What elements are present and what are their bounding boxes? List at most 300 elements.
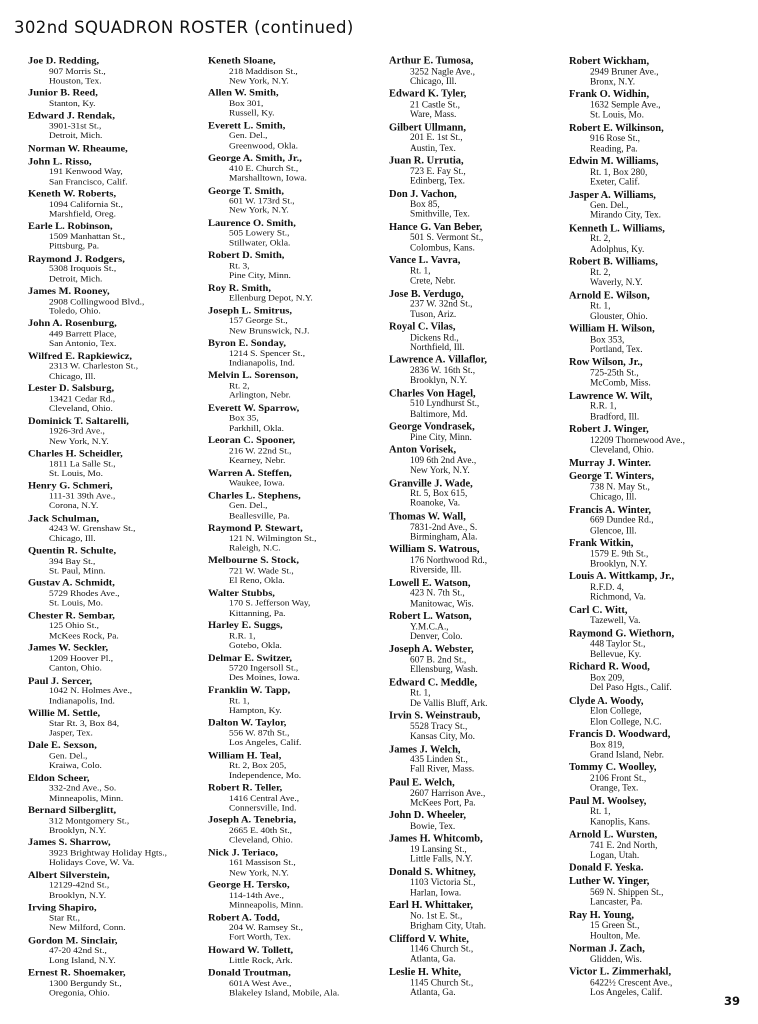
address-line: 1811 La Salle St., xyxy=(49,459,116,470)
member-name: Raymond J. Rodgers, xyxy=(28,253,125,265)
roster-entry xyxy=(28,578,206,608)
address-line: Glencoe, Ill. xyxy=(590,526,637,536)
member-name: John A. Rosenburg, xyxy=(28,318,117,330)
address-line: Kanoplis, Kans. xyxy=(590,817,651,828)
roster-entry xyxy=(208,218,386,248)
member-name: Vance L. Vavra, xyxy=(389,255,461,267)
address-line: Pittsburg, Pa. xyxy=(49,242,100,252)
member-name: George T. Smith, xyxy=(208,185,285,197)
member-name: Ernest R. Shoemaker, xyxy=(28,967,126,979)
address-line: 3923 Brightway Holiday Hgts., xyxy=(49,849,167,859)
member-name: Joseph L. Smitrus, xyxy=(208,305,293,317)
roster-entry xyxy=(389,512,567,543)
roster-entry xyxy=(389,156,567,187)
roster-entry xyxy=(208,588,386,618)
address-line: Arlington, Nebr. xyxy=(229,391,291,401)
address-line: 1632 Semple Ave., xyxy=(590,100,661,111)
address-line: Bronx, N.Y. xyxy=(590,77,636,88)
roster-entry xyxy=(208,880,386,910)
address-line: 13421 Cedar Rd., xyxy=(49,394,116,405)
address-line: 121 N. Wilmington St., xyxy=(229,534,317,544)
roster-entry xyxy=(208,491,386,521)
address-line: 1214 S. Spencer St., xyxy=(229,349,306,359)
address-line: Tazewell, Va. xyxy=(590,616,641,627)
member-name: Everett L. Smith, xyxy=(208,120,286,132)
roster-entry xyxy=(569,458,747,469)
address-line: 569 N. Shippen St., xyxy=(590,887,664,898)
roster-entry xyxy=(28,56,206,86)
member-name: Kenneth L. Williams, xyxy=(569,223,665,235)
member-name: Robert Wickham, xyxy=(569,56,650,67)
member-name: Nick J. Teriaco, xyxy=(208,847,278,859)
address-line: 3901-31st St., xyxy=(49,122,102,132)
member-name: Jack Schulman, xyxy=(28,513,100,524)
member-name: Dominick T. Saltarelli, xyxy=(28,416,129,427)
address-line: Minneapolis, Minn. xyxy=(49,793,124,804)
address-line: 423 N. 7th St., xyxy=(410,589,465,599)
address-line: Colombus, Kans. xyxy=(410,243,475,254)
address-line: Stillwater, Okla. xyxy=(229,238,291,249)
member-name: Joseph A. Webster, xyxy=(389,644,474,656)
member-name: Gilbert Ullmann, xyxy=(389,122,467,134)
member-name: Jose B. Verdugo, xyxy=(389,288,464,300)
member-name: Robert D. Smith, xyxy=(208,250,285,262)
address-line: 1300 Bergundy St., xyxy=(49,978,122,989)
address-line: Greenwood, Okla. xyxy=(229,141,298,152)
address-line: Box 301, xyxy=(229,99,264,109)
roster-entry xyxy=(389,644,567,675)
roster-entry xyxy=(569,223,747,254)
address-line: 19 Lansing St., xyxy=(410,845,467,855)
address-line: 5528 Tracy St., xyxy=(410,722,468,732)
roster-entry xyxy=(28,157,206,187)
member-name: Albert Silverstein, xyxy=(28,870,110,881)
address-line: Canton, Ohio. xyxy=(49,664,102,674)
roster-entry xyxy=(28,144,206,155)
member-name: Robert A. Todd, xyxy=(208,912,280,924)
roster-entry xyxy=(28,611,206,641)
roster-entry xyxy=(28,416,206,446)
roster-entry xyxy=(389,811,567,832)
roster-entry xyxy=(389,56,567,87)
address-line: R.F.D. 4, xyxy=(590,583,624,593)
roster-entry xyxy=(569,424,747,455)
member-name: Irvin S. Weinstraub, xyxy=(389,710,481,722)
address-line: 157 George St., xyxy=(229,316,288,327)
roster-entry xyxy=(569,830,747,861)
roster-column-1 xyxy=(28,56,206,1000)
member-name: Thomas W. Wall, xyxy=(389,511,466,523)
roster-entry xyxy=(208,371,386,401)
address-line: New York, N.Y. xyxy=(410,466,470,476)
member-name: Arnold L. Wursten, xyxy=(569,829,658,841)
address-line: Fall River, Mass. xyxy=(410,765,475,776)
roster-entry xyxy=(28,189,206,219)
address-line: 4243 W. Grenshaw St., xyxy=(49,524,136,534)
address-line: Del Paso Hgts., Calif. xyxy=(590,683,672,694)
member-name: Clyde A. Woody, xyxy=(569,695,644,707)
member-name: Edward K. Tyler, xyxy=(389,89,467,100)
address-line: Rt. 2, xyxy=(229,381,250,392)
member-name: Keneth Sloane, xyxy=(208,56,276,67)
member-name: Hance G. Van Beber, xyxy=(389,222,483,233)
member-name: Murray J. Winter. xyxy=(569,457,652,469)
address-line: 161 Massison St., xyxy=(229,858,296,869)
address-line: Roanoke, Va. xyxy=(410,499,461,510)
roster-entry xyxy=(28,806,206,836)
member-name: Ray H. Young, xyxy=(569,910,634,921)
member-name: Everett W. Sparrow, xyxy=(208,403,300,414)
roster-entry xyxy=(569,696,747,727)
address-line: Brooklyn, N.Y. xyxy=(49,891,107,901)
address-line: St. Louis, Mo. xyxy=(49,469,103,479)
address-line: 448 Taylor St., xyxy=(590,639,646,650)
address-line: 1094 California St., xyxy=(49,200,123,210)
member-name: Robert B. Williams, xyxy=(569,256,658,268)
address-line: Gen. Del., xyxy=(229,131,268,142)
address-line: Smithville, Tex. xyxy=(410,210,470,220)
address-line: 2908 Collingwood Blvd., xyxy=(49,297,145,307)
address-line: Bellevue, Ky. xyxy=(590,650,642,660)
address-line: New York, N.Y. xyxy=(229,76,289,87)
member-name: Harley E. Suggs, xyxy=(208,620,283,632)
member-name: Junior B. Reed, xyxy=(28,88,98,99)
address-line: 237 W. 32nd St., xyxy=(410,299,473,310)
address-line: Y.M.C.A., xyxy=(410,622,449,633)
roster-entry xyxy=(208,56,386,86)
member-name: Melvin L. Sorenson, xyxy=(208,370,299,382)
roster-entry xyxy=(569,605,747,626)
address-line: 916 Rose St., xyxy=(590,134,641,145)
address-line: 12209 Thornewood Ave., xyxy=(590,435,685,446)
roster-entry xyxy=(28,741,206,771)
address-line: New York, N.Y. xyxy=(229,206,289,216)
address-line: Connersville, Ind. xyxy=(229,803,297,814)
address-line: Atlanta, Ga. xyxy=(410,954,456,965)
address-line: 216 W. 22nd St., xyxy=(229,446,292,457)
roster-entry xyxy=(28,319,206,349)
member-name: Gordon M. Sinclair, xyxy=(28,935,118,946)
address-line: Cleveland, Ohio. xyxy=(229,836,293,846)
address-line: Ware, Mass. xyxy=(410,110,457,121)
roster-entry xyxy=(389,678,567,709)
roster-entry xyxy=(208,153,386,183)
roster-entry xyxy=(389,711,567,742)
roster-entry xyxy=(208,468,386,489)
address-line: 501 S. Vermont St., xyxy=(410,233,484,244)
roster-entry xyxy=(389,189,567,220)
address-line: Little Falls, N.Y. xyxy=(410,855,473,865)
member-name: William S. Watrous, xyxy=(389,544,480,556)
roster-entry xyxy=(28,111,206,141)
address-line: Rt. 1, xyxy=(229,696,250,706)
address-line: Raleigh, N.C. xyxy=(229,543,281,554)
address-line: 723 E. Fay St., xyxy=(410,166,466,177)
address-line: 6422½ Crescent Ave., xyxy=(590,978,673,989)
roster-entry xyxy=(569,89,747,120)
address-line: Waukee, Iowa. xyxy=(229,479,285,489)
address-line: Cleveland, Ohio. xyxy=(49,404,113,414)
member-name: Earle L. Robinson, xyxy=(28,221,113,232)
member-name: Delmar E. Switzer, xyxy=(208,653,292,664)
address-line: Brooklyn, N.Y. xyxy=(410,376,468,387)
roster-entry xyxy=(208,621,386,651)
address-line: Orange, Tex. xyxy=(590,783,639,794)
member-name: Louis A. Wittkamp, Jr., xyxy=(569,571,675,583)
address-line: Rt. 5, Box 615, xyxy=(410,489,468,500)
roster-entry xyxy=(389,744,567,775)
address-line: Brooklyn, N.Y. xyxy=(590,559,648,570)
address-line: Austin, Tex. xyxy=(410,143,456,154)
roster-entry xyxy=(28,514,206,544)
roster-entry xyxy=(569,56,747,87)
address-line: 47-20 42nd St., xyxy=(49,946,107,956)
roster-entry xyxy=(569,156,747,187)
member-name: Robert R. Teller, xyxy=(208,782,283,794)
member-name: Donald S. Whitney, xyxy=(389,867,476,878)
member-name: Raymond P. Stewart, xyxy=(208,523,303,534)
address-line: 1416 Central Ave., xyxy=(229,793,300,804)
member-name: Clifford V. White, xyxy=(389,933,469,945)
address-line: Rt. 1, xyxy=(410,688,431,699)
address-line: 435 Linden St., xyxy=(410,755,468,766)
address-line: Rt. 2, xyxy=(590,268,611,278)
roster-entry xyxy=(569,763,747,794)
address-line: 1146 Church St., xyxy=(410,944,474,955)
roster-entry xyxy=(569,505,747,536)
address-line: St. Louis, Mo. xyxy=(49,599,103,609)
roster-entry xyxy=(28,222,206,252)
address-line: 5729 Rhodes Ave., xyxy=(49,589,120,599)
address-line: Rt. 2, Box 205, xyxy=(229,761,287,771)
roster-entry xyxy=(208,968,386,998)
member-name: Leslie H. White, xyxy=(389,967,462,978)
address-line: Kansas City, Mo. xyxy=(410,732,476,742)
address-line: 2665 E. 40th St., xyxy=(229,826,293,836)
address-line: Pine City, Minn. xyxy=(410,432,472,443)
member-name: Irving Shapiro, xyxy=(28,902,97,914)
address-line: Ellenburg Depot, N.Y. xyxy=(229,294,313,304)
member-name: Arthur E. Tumosa, xyxy=(389,56,474,67)
address-line: Bradford, Ill. xyxy=(590,412,640,422)
roster-entry xyxy=(28,773,206,803)
member-name: Chester R. Sembar, xyxy=(28,610,115,622)
address-line: 2949 Bruner Ave., xyxy=(590,67,659,78)
roster-entry xyxy=(389,422,567,443)
member-name: Donald F. Yeska. xyxy=(569,863,644,874)
address-line: 12129-42nd St., xyxy=(49,881,110,891)
address-line: 332-2nd Ave., So. xyxy=(49,784,117,794)
roster-entry xyxy=(208,848,386,878)
member-name: James M. Rooney, xyxy=(28,286,110,297)
member-name: Frank O. Widhin, xyxy=(569,89,650,101)
member-name: Don J. Vachon, xyxy=(389,188,457,200)
address-line: Jasper, Tex. xyxy=(49,728,93,739)
member-name: John D. Wheeler, xyxy=(389,810,467,822)
roster-entry xyxy=(28,935,206,965)
member-name: Lawrence W. Wilt, xyxy=(569,390,653,402)
member-name: Richard R. Wood, xyxy=(569,662,650,673)
member-name: William H. Teal, xyxy=(208,750,282,761)
address-line: 7831-2nd Ave., S. xyxy=(410,522,478,533)
address-line: 191 Kenwood Way, xyxy=(49,167,123,178)
member-name: Robert L. Watson, xyxy=(389,611,472,622)
member-name: Norman W. Rheaume, xyxy=(28,143,128,155)
page-number: 39 xyxy=(723,994,740,1008)
address-line: 394 Bay St., xyxy=(49,556,96,567)
roster-entry xyxy=(208,306,386,336)
address-line: Box 819, xyxy=(590,740,625,751)
address-line: Oregonia, Ohio. xyxy=(49,988,110,998)
member-name: Wilfred E. Rapkiewicz, xyxy=(28,351,133,362)
address-line: McKees Port, Pa. xyxy=(410,798,476,809)
address-line: 218 Maddison St., xyxy=(229,66,298,77)
member-name: George Vondrasek, xyxy=(389,421,475,433)
address-line: 907 Morris St., xyxy=(49,66,106,77)
address-line: Rt. 2, xyxy=(590,234,611,245)
roster-entry xyxy=(569,796,747,827)
roster-entry xyxy=(569,538,747,569)
member-name: Dale E. Sexson, xyxy=(28,740,97,752)
address-line: Harlan, Iowa. xyxy=(410,888,462,899)
roster-entry xyxy=(208,403,386,433)
address-line: Tuson, Ariz. xyxy=(410,309,457,320)
address-line: Corona, N.Y. xyxy=(49,501,99,512)
address-line: Blakeley Island, Mobile, Ala. xyxy=(229,988,340,998)
member-name: Laurence O. Smith, xyxy=(208,218,296,229)
address-line: Gen. Del., xyxy=(49,751,88,762)
member-name: Juan R. Urrutia, xyxy=(389,155,464,167)
address-line: R.R. 1, xyxy=(590,402,617,412)
address-line: 738 N. May St., xyxy=(590,482,650,493)
address-line: Rt. 1, Box 280, xyxy=(590,167,648,178)
member-name: Lester D. Salsburg, xyxy=(28,383,115,395)
address-line: Kraiwa, Colo. xyxy=(49,761,102,771)
address-line: 1209 Hoover Pl., xyxy=(49,654,114,664)
member-name: Franklin W. Tapp, xyxy=(208,685,291,696)
address-line: 312 Montgomery St., xyxy=(49,816,130,827)
address-line: 204 W. Ramsey St., xyxy=(229,923,303,934)
roster-entry xyxy=(208,523,386,553)
roster-column-2 xyxy=(208,56,386,1000)
address-line: 111-31 39th Ave., xyxy=(49,492,116,502)
address-line: 410 E. Church St., xyxy=(229,164,299,174)
address-line: New York, N.Y. xyxy=(229,868,289,878)
roster-entry xyxy=(208,251,386,281)
member-name: Norman J. Zach, xyxy=(569,943,645,955)
address-line: 2607 Harrison Ave., xyxy=(410,788,486,799)
roster-entry xyxy=(389,122,567,153)
member-name: William H. Wilson, xyxy=(569,323,655,335)
roster-entry xyxy=(208,913,386,943)
member-name: Allen W. Smith, xyxy=(208,88,279,99)
address-line: 556 W. 87th St., xyxy=(229,728,290,739)
roster-entry xyxy=(569,729,747,760)
roster-entry xyxy=(389,388,567,419)
member-name: Victor L. Zimmerhakl, xyxy=(569,966,672,978)
member-name: Anton Vorisek, xyxy=(389,445,457,456)
address-line: 125 Ohio St., xyxy=(49,621,100,632)
member-name: Francis D. Woodward, xyxy=(569,729,671,740)
address-line: 109 6th 2nd Ave., xyxy=(410,456,477,466)
roster-entry xyxy=(28,351,206,381)
roster-entry xyxy=(569,662,747,693)
address-line: 5720 Ingersoll St., xyxy=(229,664,299,674)
member-name: Francis A. Winter, xyxy=(569,504,652,516)
member-name: Edward C. Meddle, xyxy=(389,677,478,689)
member-name: Charles Von Hagel, xyxy=(389,388,476,400)
address-line: Box 353, xyxy=(590,335,625,345)
roster-entry xyxy=(389,901,567,932)
member-name: Frank Witkin, xyxy=(569,538,634,549)
address-line: Manitowac, Wis. xyxy=(410,599,474,609)
member-name: Roy R. Smith, xyxy=(208,283,272,294)
address-line: 3252 Nagle Ave., xyxy=(410,67,475,77)
roster-entry xyxy=(389,834,567,865)
member-name: Paul E. Welch, xyxy=(389,777,455,789)
address-line: Stanton, Ky. xyxy=(49,99,96,109)
roster-entry xyxy=(569,357,747,388)
address-line: New Milford, Conn. xyxy=(49,923,126,934)
member-name: Joe D. Redding, xyxy=(28,56,100,67)
address-line: 114-14th Ave., xyxy=(229,891,284,901)
address-line: Crete, Nebr. xyxy=(410,276,456,287)
address-line: 510 Lyndhurst St., xyxy=(410,399,480,410)
address-line: Portland, Tex. xyxy=(590,345,643,355)
address-line: Chicago, Ill. xyxy=(590,492,637,503)
member-name: Lowell E. Watson, xyxy=(389,578,471,589)
address-line: Rt. 3, xyxy=(229,261,250,272)
roster-entry xyxy=(208,121,386,151)
member-name: James H. Whitcomb, xyxy=(389,834,483,845)
address-line: Minneapolis, Minn. xyxy=(229,900,304,911)
member-name: Melbourne S. Stock, xyxy=(208,555,300,567)
address-line: New York, N.Y. xyxy=(49,436,109,447)
roster-entry xyxy=(208,556,386,586)
address-line: Houston, Tex. xyxy=(49,76,102,87)
roster-entry xyxy=(389,255,567,286)
address-line: Elon College, xyxy=(590,706,642,717)
address-line: 721 W. Wade St., xyxy=(229,566,294,577)
roster-entry xyxy=(389,934,567,965)
address-line: Waverly, N.Y. xyxy=(590,278,643,288)
roster-column-4 xyxy=(569,56,747,1000)
roster-entry xyxy=(569,629,747,660)
member-name: Row Wilson, Jr., xyxy=(569,357,643,369)
member-name: Byron E. Sonday, xyxy=(208,338,287,349)
roster-entry xyxy=(208,783,386,813)
roster-entry xyxy=(569,391,747,422)
roster-entry xyxy=(389,445,567,476)
address-line: R.R. 1, xyxy=(229,631,256,642)
address-line: Detroit, Mich. xyxy=(49,131,103,142)
member-name: George A. Smith, Jr., xyxy=(208,153,302,164)
member-name: Luther W. Yinger, xyxy=(569,876,650,888)
address-line: Baltimore, Md. xyxy=(410,409,468,420)
roster-entry xyxy=(569,572,747,603)
roster-entry xyxy=(208,436,386,466)
member-name: Howard W. Tollett, xyxy=(208,945,294,956)
address-line: Marshalltown, Iowa. xyxy=(229,174,307,184)
roster-entry xyxy=(28,481,206,511)
member-name: Robert J. Winger, xyxy=(569,424,649,436)
member-name: Joseph A. Tenebria, xyxy=(208,815,297,826)
address-line: De Vallis Bluff, Ark. xyxy=(410,698,488,709)
member-name: Charles H. Scheidler, xyxy=(28,448,123,460)
address-line: Chicago, Ill. xyxy=(410,77,457,87)
roster-entry xyxy=(28,286,206,316)
member-name: Carl C. Witt, xyxy=(569,605,628,616)
